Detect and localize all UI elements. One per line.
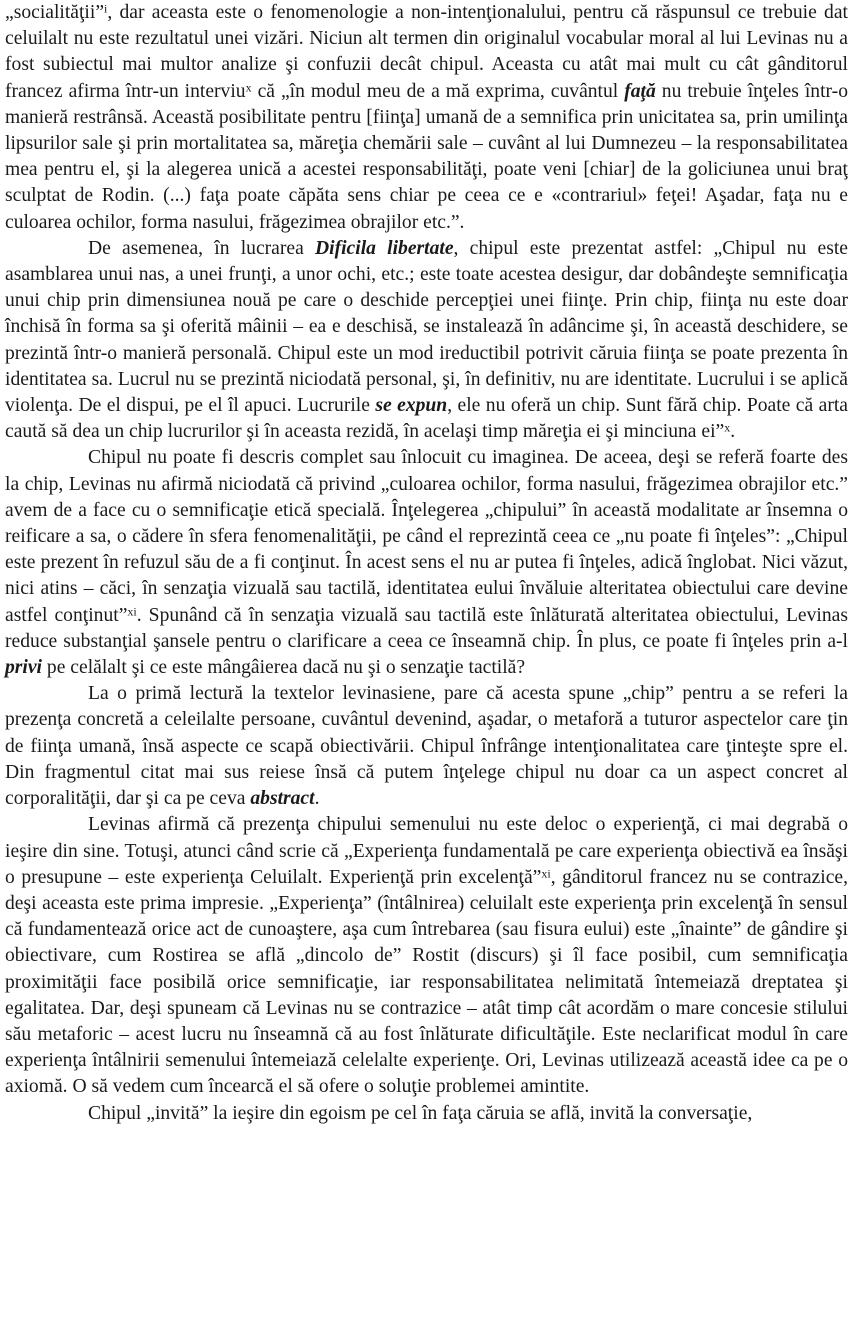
emphasis-text: privi [5, 657, 43, 679]
paragraph [5, 0, 848, 236]
emphasis-text: se expun [375, 395, 448, 417]
text-run: . [730, 421, 736, 443]
text-run: „socialităţii” [5, 2, 105, 23]
text-run: Chipul „invită” la ieşire din egoism pe cel în faţa căruia se află, invită la conversaţie, [88, 1102, 753, 1124]
text-run: De asemenea, în lucrarea [88, 237, 315, 259]
text-run: La o primă lectură la textelor levinasiene, pare că acesta spune „chip” pentru a se referi la prezenţa concretă a celeilalte persoane, cuvântul devenind, aşadar, o metaforă a tuturor aspectelor care ţin de fiinţa umană, însă aspecte ce scapă obiectivării. Chipul înfrânge intenţionalitatea care ţinteşte spre el. Din fragmentul citat mai sus reiese însă că putem înţelege chipul nu doar ca un aspect concret al corporalităţii, dar şi ca pe ceva [5, 683, 848, 810]
text-run: , dar aceasta este o fenomenologie a non-intenţionalului, pentru că răspunsul ce trebuie dat celuilalt nu este rezultatul unei vizări. Niciun alt termen din originalul vocabular moral al lui Levinas nu a fost subiectul mai multor analize şi confuzii decât chipul. Aceasta cu atât mai mult cu cât gânditorul francez afirma într-un interviu [5, 2, 848, 102]
text-run: pe celălalt şi ce este mângâierea dacă nu şi o senzaţie tactilă? [42, 657, 526, 679]
paragraph [5, 681, 848, 812]
footnote-marker: x [245, 80, 252, 95]
text-run: nu trebuie înţeles într-o manieră restrânsă. Această posibilitate pentru [fiinţa] umană de a semnifica prin unicitatea sa, prin umilinţa lipsurilor sale şi prin mortalitatea sa, măreţia chemării sale – cuvânt al lui Dumnezeu – la responsabilitatea mea pentru el, şi la alegerea unică a acestei responsabilităţi, poate veni [chiar] de la goliciunea unui braţ sculptat de Rodin. (...) faţa poate căpăta sens chiar pe ceea ce e «contrariul» feţei! Aşadar, faţa nu e culoarea ochilor, forma nasului, frăgezimea obrajilor etc.”. [5, 80, 848, 233]
text-run: . Spunând că în senzaţia vizuală sau tactilă este înlăturată alteritatea obiectului, Levinas reduce substanţial şansele pentru o clarificare a ceea ce înseamnă chip. În plus, ce poate fi înţeles prin a-l [5, 604, 848, 652]
text-run: , ele nu oferă un chip. Sunt fără chip. Poate că arta caută să dea un chip lucrurilor şi în aceasta rezidă, în acelaşi timp măreţia ei şi minciuna ei” [5, 395, 848, 443]
footnote-marker: xi [127, 604, 137, 619]
body-text [5, 0, 848, 1127]
text-run: . [314, 788, 320, 810]
footnote-marker: xi [541, 866, 551, 881]
text-run: Chipul nu poate fi descris complet sau înlocuit cu imaginea. De aceea, deşi se referă foarte des la chip, Levinas nu afirmă niciodată că privind „culoarea ochilor, forma nasului, frăgezimea obrajilor etc.” avem de a face cu o semnificaţie etică specială. Înţelegerea „chipului” în această modalitate ar însemna o reificare a sa, o cădere în sfera fenomenalităţii, pe când el reprezintă ceea ce „nu poate fi înţeles”: „Chipul este prezent în refuzul său de a fi conţinut. În acest sens el nu ar putea fi înţeles, adică înglobat. Nici văzut, nici atins – căci, în senzaţia vizuală sau tactilă, identitatea eului învăluie alteritatea obiectului care devine astfel conţinut” [5, 447, 848, 626]
emphasis-text: Dificila libertate [315, 237, 454, 259]
text-run: , gânditorul francez nu se contrazice, deşi aceasta este prima impresie. „Experienţa” (întâlnirea) celuilalt este experienţa prin excelenţă în sensul că fundamentează orice act de cunoaştere, aşa cum întrebarea (sau fisura eului) este „înainte” de gândire şi obiectivare, cum Rostirea se află „dincolo de” Rostit (discurs) şi îl face posibil, cum semnificaţia proximităţii face posibilă orice semnificaţie, iar responsabilitatea nelimitată întemeiază dreptatea şi egalitatea. Dar, deşi spuneam că Levinas nu se contrazice – atât timp cât acordăm o mare concesie stilului său metaforic – acest lucru nu înseamnă că au fost înlăturate dificultăţile. Este neclarificat modul în care experienţa întâlnirii semenului întemeiază celelalte experienţe. Ori, Levinas utilizează această idee ca pe o axiomă. O să vedem cum încearcă el să ofere o soluţie problemei amintite. [5, 866, 848, 1098]
text-run: Levinas afirmă că prezenţa chipului semenului nu este deloc o experienţă, ci mai degrabă o ieşire din sine. Totuşi, atunci când scrie că „Experienţa fundamentală pe care experienţa obiectivă ea însăşi o presupune – este experienţa Celuilalt. Experienţă prin excelenţă” [5, 814, 848, 888]
paragraph [5, 236, 848, 446]
emphasis-text: abstract [250, 788, 315, 810]
text-run: , chipul este prezentat astfel: „Chipul nu este asamblarea unui nas, a unei frunţi, a unor ochi, etc.; este toate acestea desigur, dar dobândeşte semnificaţia unui chip prin dimensiunea nouă pe care o deschide percepţiei unei fiinţe. Prin chip, fiinţa nu este doar închisă în forma sa şi oferită mâinii – ea e deschisă, se instalează în adâncime şi, în această deschidere, se prezintă într-o manieră personală. Chipul este un mod ireductibil potrivit căruia fiinţa se poate prezenta în identitatea sa. Lucrul nu se prezintă niciodată personal, şi, în definitiv, nu are identitate. Lucrului i se aplică violenţa. De el dispui, pe el îl apuci. Lucrurile [5, 237, 848, 417]
text-run: că „în modul meu de a mă exprima, cuvântul [251, 80, 625, 102]
paragraph [5, 812, 848, 1100]
emphasis-text: faţă [624, 80, 656, 102]
paragraph [5, 1101, 848, 1127]
paragraph [5, 445, 848, 681]
footnote-marker: i [104, 1, 108, 16]
footnote-marker: x [724, 420, 731, 435]
